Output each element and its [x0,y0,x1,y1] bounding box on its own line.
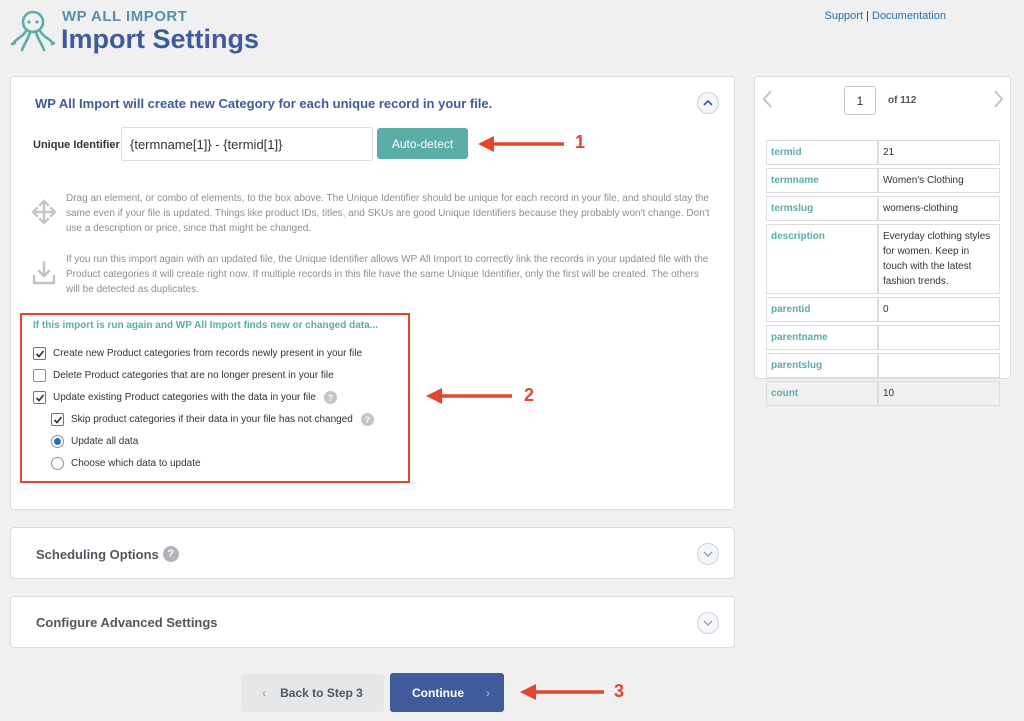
record-value[interactable]: 10 [878,381,1000,406]
check-icon [53,415,63,425]
help-drag-text: Drag an element, or combo of elements, to the box above. The Unique Identifier should be unique for each record in your file, and should stay the same even if your file is updated. Things like product IDs, titles, and SKUs are good Unique Identifiers because they probably won't change. Don't use a description or price, since that might be changed. [66,193,710,234]
skip-unchanged-option[interactable] [51,413,374,426]
top-links [824,10,946,22]
continue-button[interactable] [390,673,504,712]
back-button[interactable] [241,674,384,712]
choose-which-radio[interactable] [51,457,64,470]
unique-identifier-input[interactable] [121,127,373,161]
scheduling-options-title [36,546,179,562]
section-title: WP All Import will create new Category for each unique record in your file. [35,96,493,111]
update-existing-label: Update existing Product categories with the data in your file [53,392,316,403]
help-drag [31,191,711,236]
unique-identifier-label: Unique Identifier [33,139,120,151]
chevron-down-icon [703,549,713,559]
annotation-arrow-icon [476,134,566,154]
help-icon[interactable]: ? [361,413,374,426]
record-preview-panel [754,76,1011,399]
expand-button[interactable] [697,612,719,634]
create-new-checkbox[interactable] [33,347,46,360]
update-all-label: Update all data [71,436,139,447]
annotation-number: 2 [524,385,535,405]
help-icon[interactable]: ? [324,391,337,404]
help-rerun-text: If you run this import again with an updated file, the Unique Identifier allows WP All Import to correctly link the records in your updated file with the Product categories it will create right now. If multiple records in this file have the same Unique Identifier, only the first will be created. The others will be detected as duplicates. [66,254,709,295]
check-icon [35,349,45,359]
advanced-settings-title: Configure Advanced Settings [36,615,218,630]
record-key[interactable]: parentid [766,297,878,322]
back-button-label: Back to Step 3 [280,686,363,700]
scheduling-options-card[interactable] [10,527,735,579]
table-row [766,381,1000,406]
record-value[interactable]: 21 [878,140,1000,165]
continue-button-label: Continue [412,685,464,700]
table-row [766,168,1000,193]
move-arrows-icon [31,199,57,225]
record-value[interactable]: Women's Clothing [878,168,1000,193]
expand-button[interactable] [697,543,719,565]
skip-unchanged-label: Skip product categories if their data in your file has not changed [71,414,353,425]
link-separator: | [866,10,869,22]
chevron-right-icon[interactable] [990,89,1006,109]
table-row [766,140,1000,165]
update-options-title: If this import is run again and WP All Import finds new or changed data... [33,320,379,331]
chevron-up-icon [703,98,713,108]
help-icon[interactable]: ? [163,546,179,562]
record-value[interactable]: Everyday clothing styles for women. Keep in touch with the latest fashion trends. [878,224,1000,294]
update-existing-option[interactable] [33,391,337,404]
unique-identifier-card [10,76,735,510]
record-key[interactable]: termid [766,140,878,165]
record-value[interactable] [878,353,1000,378]
table-row [766,196,1000,221]
record-key[interactable]: parentslug [766,353,878,378]
brand-name: WP ALL IMPORT [62,8,188,25]
update-existing-checkbox[interactable] [33,391,46,404]
download-icon [31,260,57,286]
record-value[interactable]: 0 [878,297,1000,322]
page-title: Import Settings [61,24,260,54]
octopus-logo-icon [10,6,56,54]
table-row [766,224,1000,294]
update-options-box [20,313,410,483]
chevron-down-icon [703,618,713,628]
delete-missing-label: Delete Product categories that are no longer present in your file [53,370,334,381]
annotation-number: 1 [575,132,586,152]
support-link[interactable]: Support [824,10,864,22]
table-row [766,297,1000,322]
chevron-right-icon: › [486,685,490,700]
annotation-number: 3 [614,681,625,701]
check-icon [35,393,45,403]
chevron-left-icon[interactable] [760,89,776,109]
create-new-option[interactable] [33,347,362,360]
record-key[interactable]: count [766,381,878,406]
record-key[interactable]: description [766,224,878,294]
table-row [766,353,1000,378]
record-number-input[interactable] [844,86,876,115]
scheduling-options-label: Scheduling Options [36,546,159,562]
choose-which-label: Choose which data to update [71,458,201,469]
delete-missing-option[interactable] [33,369,334,382]
advanced-settings-card[interactable] [10,596,735,648]
record-count: of 112 [888,95,917,106]
collapse-button[interactable] [697,92,719,114]
annotation-arrow-icon [518,682,606,702]
help-rerun [31,252,711,297]
table-row [766,325,1000,350]
skip-unchanged-checkbox[interactable] [51,413,64,426]
record-key[interactable]: termname [766,168,878,193]
page-header [10,4,1014,60]
chevron-left-icon: ‹ [262,686,267,700]
delete-missing-checkbox[interactable] [33,369,46,382]
record-key[interactable]: termslug [766,196,878,221]
record-value[interactable] [878,325,1000,350]
documentation-link[interactable]: Documentation [872,10,946,22]
annotation-arrow-icon [424,386,514,406]
record-table [766,137,1000,409]
update-all-option[interactable] [51,435,138,448]
auto-detect-button[interactable]: Auto-detect [377,128,468,159]
choose-which-option[interactable] [51,457,201,470]
update-all-radio[interactable] [51,435,64,448]
record-value[interactable]: womens-clothing [878,196,1000,221]
record-key[interactable]: parentname [766,325,878,350]
create-new-label: Create new Product categories from records newly present in your file [53,348,363,359]
